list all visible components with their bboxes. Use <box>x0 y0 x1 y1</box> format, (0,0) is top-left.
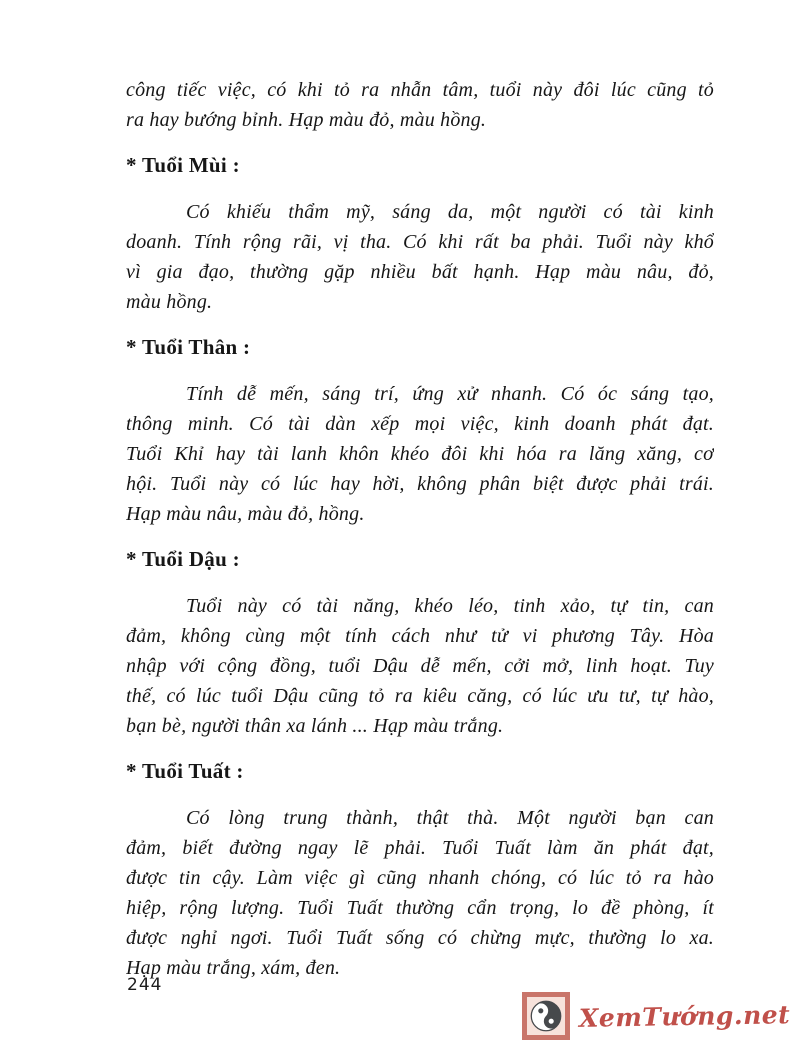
text-line: Tuổi Khỉ hay tài lanh khôn khéo đôi khi hóa ra lăng xăng, cơ <box>126 443 714 465</box>
watermark-text: XemTướng.net <box>578 999 791 1033</box>
text-line: nhập với cộng đồng, tuổi Dậu dễ mến, cởi mở, linh hoạt. Tuy <box>126 655 714 677</box>
text-line: màu hồng. <box>126 291 213 313</box>
intro-paragraph <box>126 75 714 135</box>
section-paragraph <box>126 591 714 741</box>
text-line: hội. Tuổi này có lúc hay hời, không phân biệt được phải trái. <box>126 473 714 495</box>
watermark <box>522 992 790 1040</box>
text-line: Tính dễ mến, sáng trí, ứng xử nhanh. Có óc sáng tạo, <box>186 383 714 405</box>
text-line: Hạp màu trắng, xám, đen. <box>126 957 341 979</box>
page-number: 244 <box>127 975 163 995</box>
section-heading: * Tuổi Dậu : <box>126 547 240 571</box>
text-line: đảm, không cùng một tính cách như tử vi phương Tây. Hòa <box>126 625 714 647</box>
yin-yang-icon <box>522 992 570 1040</box>
text-line: bạn bè, người thân xa lánh ... Hạp màu trắng. <box>126 715 504 737</box>
section-heading: * Tuổi Tuất : <box>126 759 244 783</box>
text-line: vì gia đạo, thường gặp nhiều bất hạnh. Hạp màu nâu, đỏ, <box>126 261 714 283</box>
text-line: doanh. Tính rộng rãi, vị tha. Có khi rất ba phải. Tuổi này khổ <box>126 231 714 253</box>
text-line: ra hay bướng bỉnh. Hạp màu đỏ, màu hồng. <box>126 109 487 131</box>
section-paragraph <box>126 197 714 317</box>
text-line: hiệp, rộng lượng. Tuổi Tuất thường cẩn trọng, lo đề phòng, ít <box>126 897 714 919</box>
section-heading: * Tuổi Thân : <box>126 335 251 359</box>
text-line: được nghỉ ngơi. Tuổi Tuất sống có chừng mực, thường lo xa. <box>126 927 714 949</box>
sections-container <box>126 150 714 983</box>
section-paragraph <box>126 379 714 529</box>
text-line: Hạp màu nâu, màu đỏ, hồng. <box>126 503 365 525</box>
text-line: thông minh. Có tài dàn xếp mọi việc, kinh doanh phát đạt. <box>126 413 714 435</box>
text-line: Có khiếu thẩm mỹ, sáng da, một người có tài kinh <box>186 201 714 223</box>
text-line: được tin cậy. Làm việc gì cũng nhanh chóng, có lúc tỏ ra hào <box>126 867 714 889</box>
section-paragraph <box>126 803 714 983</box>
text-line: đảm, biết đường ngay lẽ phải. Tuổi Tuất làm ăn phát đạt, <box>126 837 714 859</box>
section-heading: * Tuổi Mùi : <box>126 153 240 177</box>
text-line: Tuổi này có tài năng, khéo léo, tinh xảo, tự tin, can <box>186 595 714 617</box>
text-line: Có lòng trung thành, thật thà. Một người bạn can <box>186 807 714 829</box>
text-line: thế, có lúc tuổi Dậu cũng tỏ ra kiêu căng, có lúc ưu tư, tự hào, <box>126 685 714 707</box>
text-line: công tiếc việc, có khi tỏ ra nhẫn tâm, tuổi này đôi lúc cũng tỏ <box>126 79 714 101</box>
page-content <box>126 75 714 983</box>
